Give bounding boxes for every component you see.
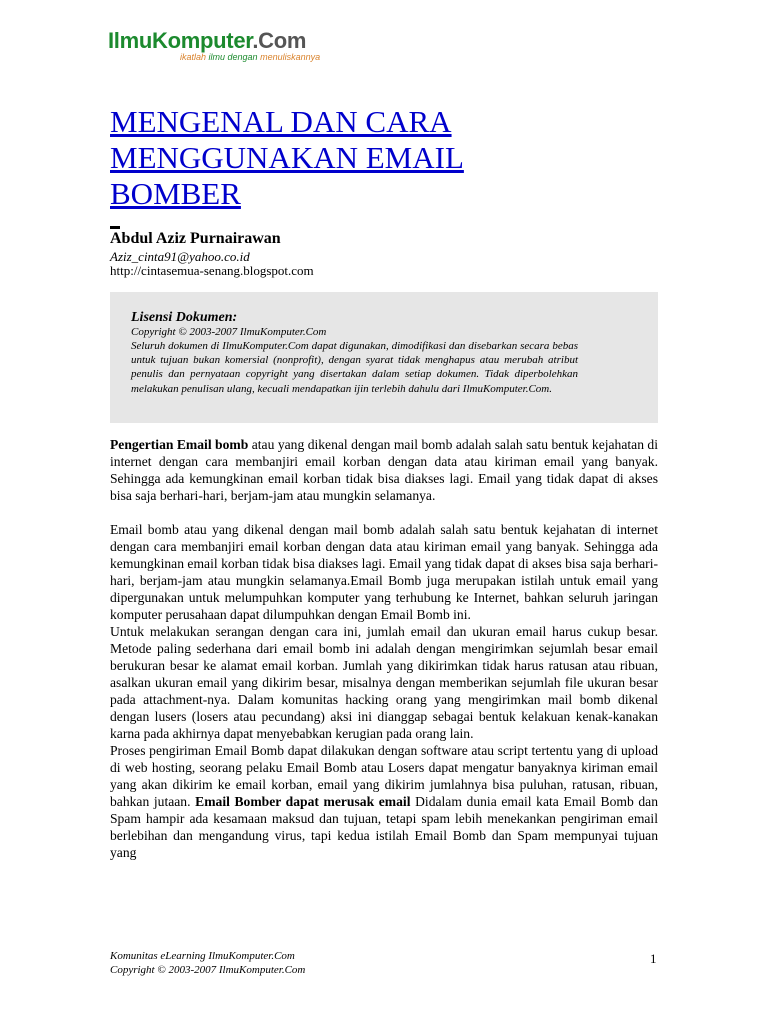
logo-brand-part1: IlmuKomputer xyxy=(108,28,253,53)
document-title[interactable]: MENGENAL DAN CARA MENGGUNAKAN EMAIL BOMBER xyxy=(110,104,464,211)
footer-line-2: Copyright © 2003-2007 IlmuKomputer.Com xyxy=(110,964,306,976)
logo-tagline-part1: ikatlah xyxy=(180,52,209,62)
logo-tagline-part3: menuliskannya xyxy=(260,52,321,62)
document-body xyxy=(110,436,658,861)
paragraph-1-bold: Pengertian Email bomb xyxy=(110,437,249,452)
footer-line-1: Komunitas eLearning IlmuKomputer.Com xyxy=(110,950,295,962)
license-content xyxy=(131,310,578,396)
site-logo xyxy=(108,28,320,62)
author-blog: http://cintasemua-senang.blogspot.com xyxy=(110,263,314,278)
logo-brand-dot: . xyxy=(252,28,259,53)
logo-brand-part2: Com xyxy=(258,28,307,53)
page-footer xyxy=(110,949,305,977)
paragraph-3: Untuk melakukan serangan dengan cara ini, jumlah email dan ukuran email harus cukup besar. Metode paling sederhana dari email bomb ini adalah dengan mengirimkan sejumlah besar email berukuran besar ke alamat email korban. Jumlah yang dikirimkan tidak harus ratusan atau ribuan, asalkan ukuran email yang dikirim besar, misalnya dengan memberikan sejumlah file ukuran besar pada attachment-nya. Dalam komunitas hacking orang yang mengirimkan mail bomb dikenal dengan lusers (losers atau pecundang) aksi ini dianggap sebagai bentuk kelakuan kenak-kanakan karna pada akhirnya dapat menyebabkan kerugian pada orang lain. xyxy=(110,624,658,741)
author-email: Aziz_cinta91@yahoo.co.id xyxy=(110,249,250,264)
paragraph-4-text: Proses pengiriman Email Bomb dapat dilakukan dengan software atau script tertentu yang di upload di web hosting, seorang pelaku Email Bomb atau Losers dapat mengatur banyaknya kiriman email yang akan dikirim ke email korban, email yang dikirim jumlahnya bisa puluhan, ratusan, ribuan, bahkan jutaan. xyxy=(110,743,658,809)
paragraph-4 xyxy=(110,742,658,861)
logo-tagline xyxy=(180,52,320,62)
title-underline-mark xyxy=(110,226,120,229)
paragraph-2: Email bomb atau yang dikenal dengan mail bomb adalah salah satu bentuk kejahatan di internet dengan cara membanjiri email korban dengan data atau kiriman email yang banyak. Sehingga ada kemungkinan email korban tidak bisa diakses lagi. Email yang tidak dapat di akses bisa saja berhari-hari, berjam-jam atau mungkin selamanya.Email Bomb juga merupakan istilah untuk email yang dipergunakan untuk melumpuhkan komputer yang terhubung ke Internet, bahkan seluruh jaringan komputer perusahaan dapat dilumpuhkan dengan Email Bomb ini. xyxy=(110,522,658,622)
license-text: Seluruh dokumen di IlmuKomputer.Com dapat digunakan, dimodifikasi dan disebarkan secara bebas untuk tujuan bukan komersial (nonprofit), dengan syarat tidak menghapus atau merubah atribut penulis dan pernyataan copyright yang disertakan dalam setiap dokumen. Tidak diperbolehkan melakukan penulisan ulang, kecuali mendapatkan ijin terlebih dahulu dari IlmuKomputer.Com. xyxy=(131,340,578,395)
license-box xyxy=(110,292,658,423)
paragraph-1 xyxy=(110,436,658,504)
page-number: 1 xyxy=(650,951,657,966)
logo-tagline-part2: ilmu dengan xyxy=(208,52,261,62)
license-heading: Lisensi Dokumen: xyxy=(131,310,238,325)
logo-brand xyxy=(108,28,320,54)
paragraph-4-bold: Email Bomber dapat merusak email xyxy=(195,794,411,809)
paragraph-1-text: atau yang dikenal dengan mail bomb adalah salah satu bentuk kejahatan di internet dengan cara membanjiri email korban dengan data atau kiriman email yang banyak. Sehingga ada kemungkinan email korban tidak bisa diakses lagi. Email yang tidak dapat di akses bisa saja berhari-hari, berjam-jam atau mungkin selamanya. xyxy=(110,437,659,503)
license-copyright: Copyright © 2003-2007 IlmuKomputer.Com xyxy=(131,326,327,338)
paragraph-4-rest: Didalam dunia email kata Email Bomb dan Spam hampir ada kesamaan maksud dan tujuan, tetapi spam lebih menekankan pengiriman email berlebihan dan mengandung virus, tapi kedua istilah Email Bomb dan Spam mempunyai tujuan yang xyxy=(110,794,659,860)
author-name: Abdul Aziz Purnairawan xyxy=(110,230,281,247)
